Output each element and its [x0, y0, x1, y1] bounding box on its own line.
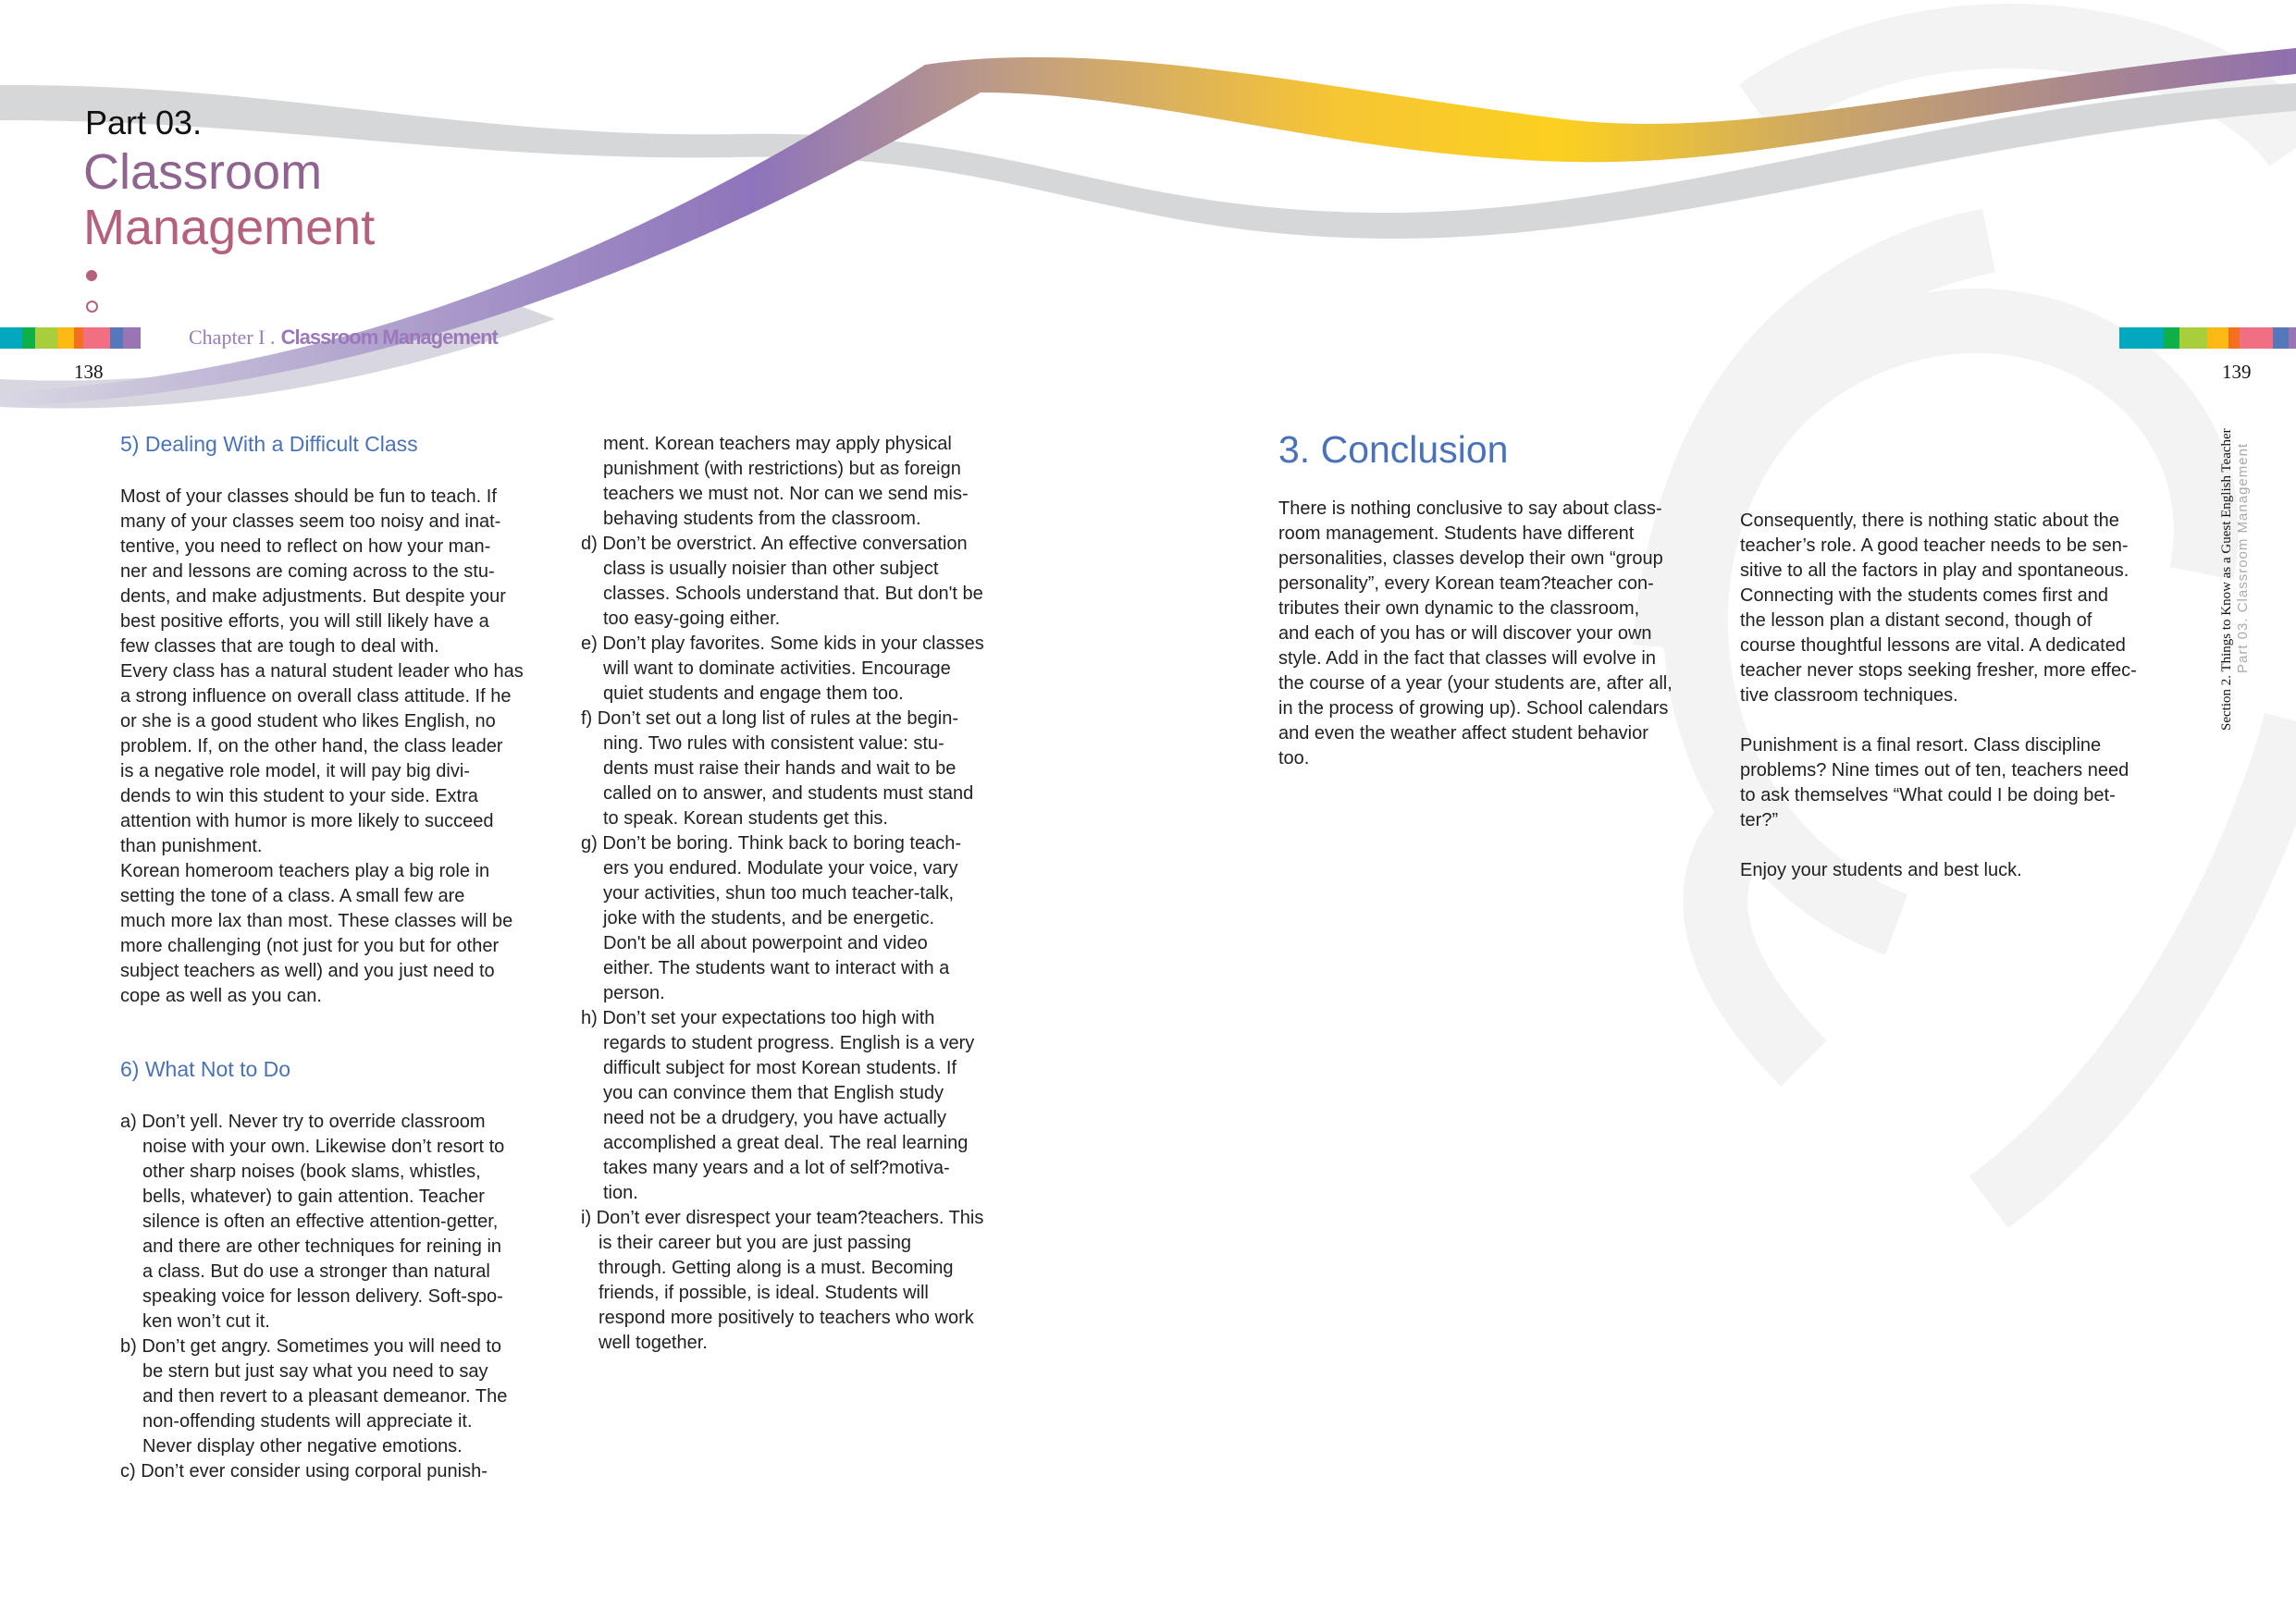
text-line: and there are other techniques for reining in [142, 1236, 502, 1257]
text-line: difficult subject for most Korean students. If [603, 1058, 957, 1078]
paragraph [120, 859, 524, 1009]
text-line: Don't be all about powerpoint and video [603, 933, 928, 953]
list-item [120, 1110, 524, 1334]
text-line: Most of your classes should be fun to teach. If [120, 486, 497, 507]
text-line: Korean homeroom teachers play a big role in [120, 861, 490, 881]
text-line: dends to win this student to your side. Extra [120, 786, 478, 806]
text-line: room management. Students have different [1278, 523, 1635, 544]
page-number-left: 138 [74, 361, 104, 383]
text-line: dents, and make adjustments. But despite your [120, 586, 506, 607]
text-line: Consequently, there is nothing static about the [1740, 510, 2119, 531]
text-line: regards to student progress. English is a very [603, 1033, 975, 1053]
text-line: well together. [599, 1333, 708, 1353]
text-line: personality”, every Korean team?teacher con- [1278, 573, 1654, 594]
color-swatch [110, 327, 123, 349]
section-heading: 5) Dealing With a Difficult Class [120, 432, 418, 456]
text-line: and then revert to a pleasant demeanor. The [142, 1386, 508, 1407]
text-line: g) Don’t be boring. Think back to boring teach- [581, 833, 961, 854]
text-line: to ask themselves “What could I be doing bet- [1740, 785, 2116, 805]
text-line: best positive efforts, you will still likely have a [120, 611, 489, 632]
text-line: c) Don’t ever consider using corporal punish- [120, 1461, 488, 1482]
text-line: a strong influence on overall class attitude. If he [120, 686, 512, 707]
text-line: attention with humor is more likely to succeed [120, 811, 494, 831]
text-line: problem. If, on the other hand, the class leader [120, 736, 503, 756]
text-line: too easy-going either. [603, 609, 781, 629]
page-number-right: 139 [2222, 361, 2252, 383]
text-line: e) Don’t play favorites. Some kids in your classes [581, 633, 984, 654]
list-item [581, 707, 984, 831]
text-line: bells, whatever) to gain attention. Teacher [142, 1187, 485, 1207]
text-line: b) Don’t get angry. Sometimes you will need to [120, 1336, 502, 1357]
text-line: is their career but you are just passing [599, 1233, 911, 1253]
text-line: tributes their own dynamic to the classroom, [1278, 598, 1640, 619]
color-swatch [57, 327, 74, 349]
chapter-header [189, 326, 498, 350]
text-line: either. The students want to interact with a [603, 958, 950, 978]
list-item [581, 831, 984, 1006]
text-line: person. [603, 983, 665, 1003]
list-item [581, 1006, 984, 1206]
text-line: a class. But do use a stronger than natural [142, 1261, 490, 1282]
text-column-2 [581, 432, 984, 1356]
list-item [581, 432, 984, 532]
text-line: ning. Two rules with consistent value: stu- [603, 733, 944, 754]
color-swatch [2207, 327, 2228, 349]
text-line: too. [1278, 748, 1310, 768]
paragraph [120, 485, 524, 659]
text-line: accomplished a great deal. The real learning [603, 1133, 969, 1153]
text-line: non-offending students will appreciate it. [142, 1411, 473, 1432]
spacer [1740, 833, 2137, 858]
text-line: friends, if possible, is ideal. Students will [599, 1283, 929, 1303]
text-line: other sharp noises (book slams, whistles, [142, 1162, 481, 1182]
filled-bullet-icon [86, 270, 97, 281]
side-part-title: Part 03. Classroom Management [2235, 442, 2251, 673]
list-item [581, 1206, 984, 1356]
spacer [120, 1009, 524, 1057]
color-swatch [83, 327, 110, 349]
text-line: called on to answer, and students must stand [603, 783, 974, 804]
text-line: silence is often an effective attention-getter, [142, 1211, 499, 1232]
section-heading: 3. Conclusion [1278, 428, 1509, 471]
text-line: course thoughtful lessons are vital. A dedicated [1740, 635, 2126, 656]
list-item [581, 532, 984, 632]
color-swatch [2273, 327, 2289, 349]
text-column-4 [1740, 509, 2137, 883]
chapter-header-title: Classroom Management [280, 326, 498, 349]
color-swatch [2289, 327, 2296, 349]
chapter-prefix: Chapter I . [189, 326, 276, 349]
text-line: i) Don’t ever disrespect your team?teachers. This [581, 1208, 984, 1228]
text-line: joke with the students, and be energetic. [603, 908, 935, 928]
paragraph [1278, 497, 1673, 771]
chapter-title-line2: Management [83, 200, 376, 255]
text-line: personalities, classes develop their own “group [1278, 548, 1663, 569]
text-line: dents must raise their hands and wait to be [603, 758, 957, 779]
text-line: be stern but just say what you need to say [142, 1361, 488, 1382]
side-section-title: Section 2. Things to Know as a Guest English Teacher [2219, 428, 2234, 731]
list-item [120, 1334, 524, 1459]
text-line: speaking voice for lesson delivery. Soft-spo- [142, 1286, 503, 1307]
text-line: in the process of growing up). School calendars [1278, 698, 1669, 719]
text-line: d) Don’t be overstrict. An effective conversation [581, 534, 968, 554]
text-line: much more lax than most. These classes will be [120, 911, 513, 931]
text-line: h) Don’t set your expectations too high with [581, 1008, 935, 1028]
text-line: is a negative role model, it will pay big divi- [120, 761, 470, 781]
text-line: setting the tone of a class. A small few are [120, 886, 465, 906]
text-line: There is nothing conclusive to say about class- [1278, 498, 1662, 519]
text-line: to speak. Korean students get this. [603, 808, 888, 829]
text-column-3 [1278, 428, 1673, 771]
text-line: through. Getting along is a must. Becoming [599, 1258, 954, 1278]
text-line: class is usually noisier than other subject [603, 559, 939, 579]
text-line: teacher’s role. A good teacher needs to be sen- [1740, 535, 2129, 556]
text-column-1 [120, 432, 524, 1484]
color-swatch [35, 327, 57, 349]
text-line: Connecting with the students comes first and [1740, 585, 2108, 606]
side-running-header [2218, 428, 2252, 731]
text-line: ment. Korean teachers may apply physical [603, 434, 952, 454]
text-line: ers you endured. Modulate your voice, vary [603, 858, 958, 879]
text-line: classes. Schools understand that. But don't be [603, 584, 983, 604]
chapter-title-line1: Classroom [83, 144, 323, 200]
paragraph [1740, 858, 2137, 883]
text-line: problems? Nine times out of ten, teachers need [1740, 760, 2129, 781]
text-line: need not be a drudgery, you have actually [603, 1108, 946, 1128]
text-line: and even the weather affect student behavior [1278, 723, 1648, 744]
color-swatch [74, 327, 83, 349]
text-line: ner and lessons are coming across to the stu- [120, 561, 495, 582]
text-line: style. Add in the fact that classes will evolve in [1278, 648, 1656, 669]
text-line: respond more positively to teachers who work [599, 1308, 974, 1328]
text-line: behaving students from the classroom. [603, 509, 921, 529]
color-swatch [123, 327, 141, 349]
color-swatch [22, 327, 35, 349]
text-line: more challenging (not just for you but for other [120, 936, 500, 956]
text-line: will want to dominate activities. Encourage [603, 658, 951, 679]
color-swatch [2228, 327, 2240, 349]
text-line: Punishment is a final resort. Class discipline [1740, 735, 2102, 756]
text-line: or she is a good student who likes English, no [120, 711, 496, 732]
list-item [581, 632, 984, 707]
text-line: your activities, shun too much teacher-talk, [603, 883, 955, 904]
text-line: ter?” [1740, 810, 1779, 830]
hollow-bullet-icon [86, 301, 98, 313]
text-line: tion. [603, 1183, 638, 1203]
text-line: teachers we must not. Nor can we send mis- [603, 484, 969, 504]
paragraph [1740, 733, 2137, 833]
text-line: the course of a year (your students are, after all, [1278, 673, 1673, 694]
text-line: the lesson plan a distant second, though of [1740, 610, 2092, 631]
text-line: teacher never stops seeking fresher, more effec- [1740, 660, 2137, 681]
text-line: tive classroom techniques. [1740, 685, 1958, 706]
paragraph [120, 659, 524, 859]
text-line: cope as well as you can. [120, 986, 322, 1006]
text-line: a) Don’t yell. Never try to override classroom [120, 1112, 486, 1132]
list-item [120, 1459, 524, 1484]
color-swatch [2179, 327, 2207, 349]
text-line: punishment (with restrictions) but as foreign [603, 459, 961, 479]
text-line: f) Don’t set out a long list of rules at the begin- [581, 708, 958, 729]
text-line: sitive to all the factors in play and spontaneous. [1740, 560, 2129, 581]
color-swatch [0, 327, 22, 349]
color-swatch [2240, 327, 2273, 349]
text-line: than punishment. [120, 836, 263, 856]
text-line: noise with your own. Likewise don’t resort to [142, 1137, 505, 1157]
paragraph [1740, 509, 2137, 708]
text-line: tentive, you need to reflect on how your man- [120, 536, 491, 557]
text-line: you can convince them that English study [603, 1083, 944, 1103]
section-heading: 6) What Not to Do [120, 1057, 291, 1081]
color-swatch [2119, 327, 2164, 349]
text-line: many of your classes seem too noisy and inat- [120, 511, 501, 532]
part-label: Part 03. [85, 104, 203, 141]
color-swatch [2164, 327, 2179, 349]
text-line: ken won’t cut it. [142, 1311, 270, 1332]
text-line: quiet students and engage them too. [603, 683, 904, 704]
text-line: Every class has a natural student leader who has [120, 661, 524, 682]
spacer [1740, 708, 2137, 733]
text-line: Never display other negative emotions. [142, 1436, 463, 1457]
text-line: Enjoy your students and best luck. [1740, 860, 2022, 880]
text-line: subject teachers as well) and you just need to [120, 961, 495, 981]
text-line: and each of you has or will discover your own [1278, 623, 1652, 644]
text-line: takes many years and a lot of self?motiva- [603, 1158, 950, 1178]
text-line: few classes that are tough to deal with. [120, 636, 439, 657]
